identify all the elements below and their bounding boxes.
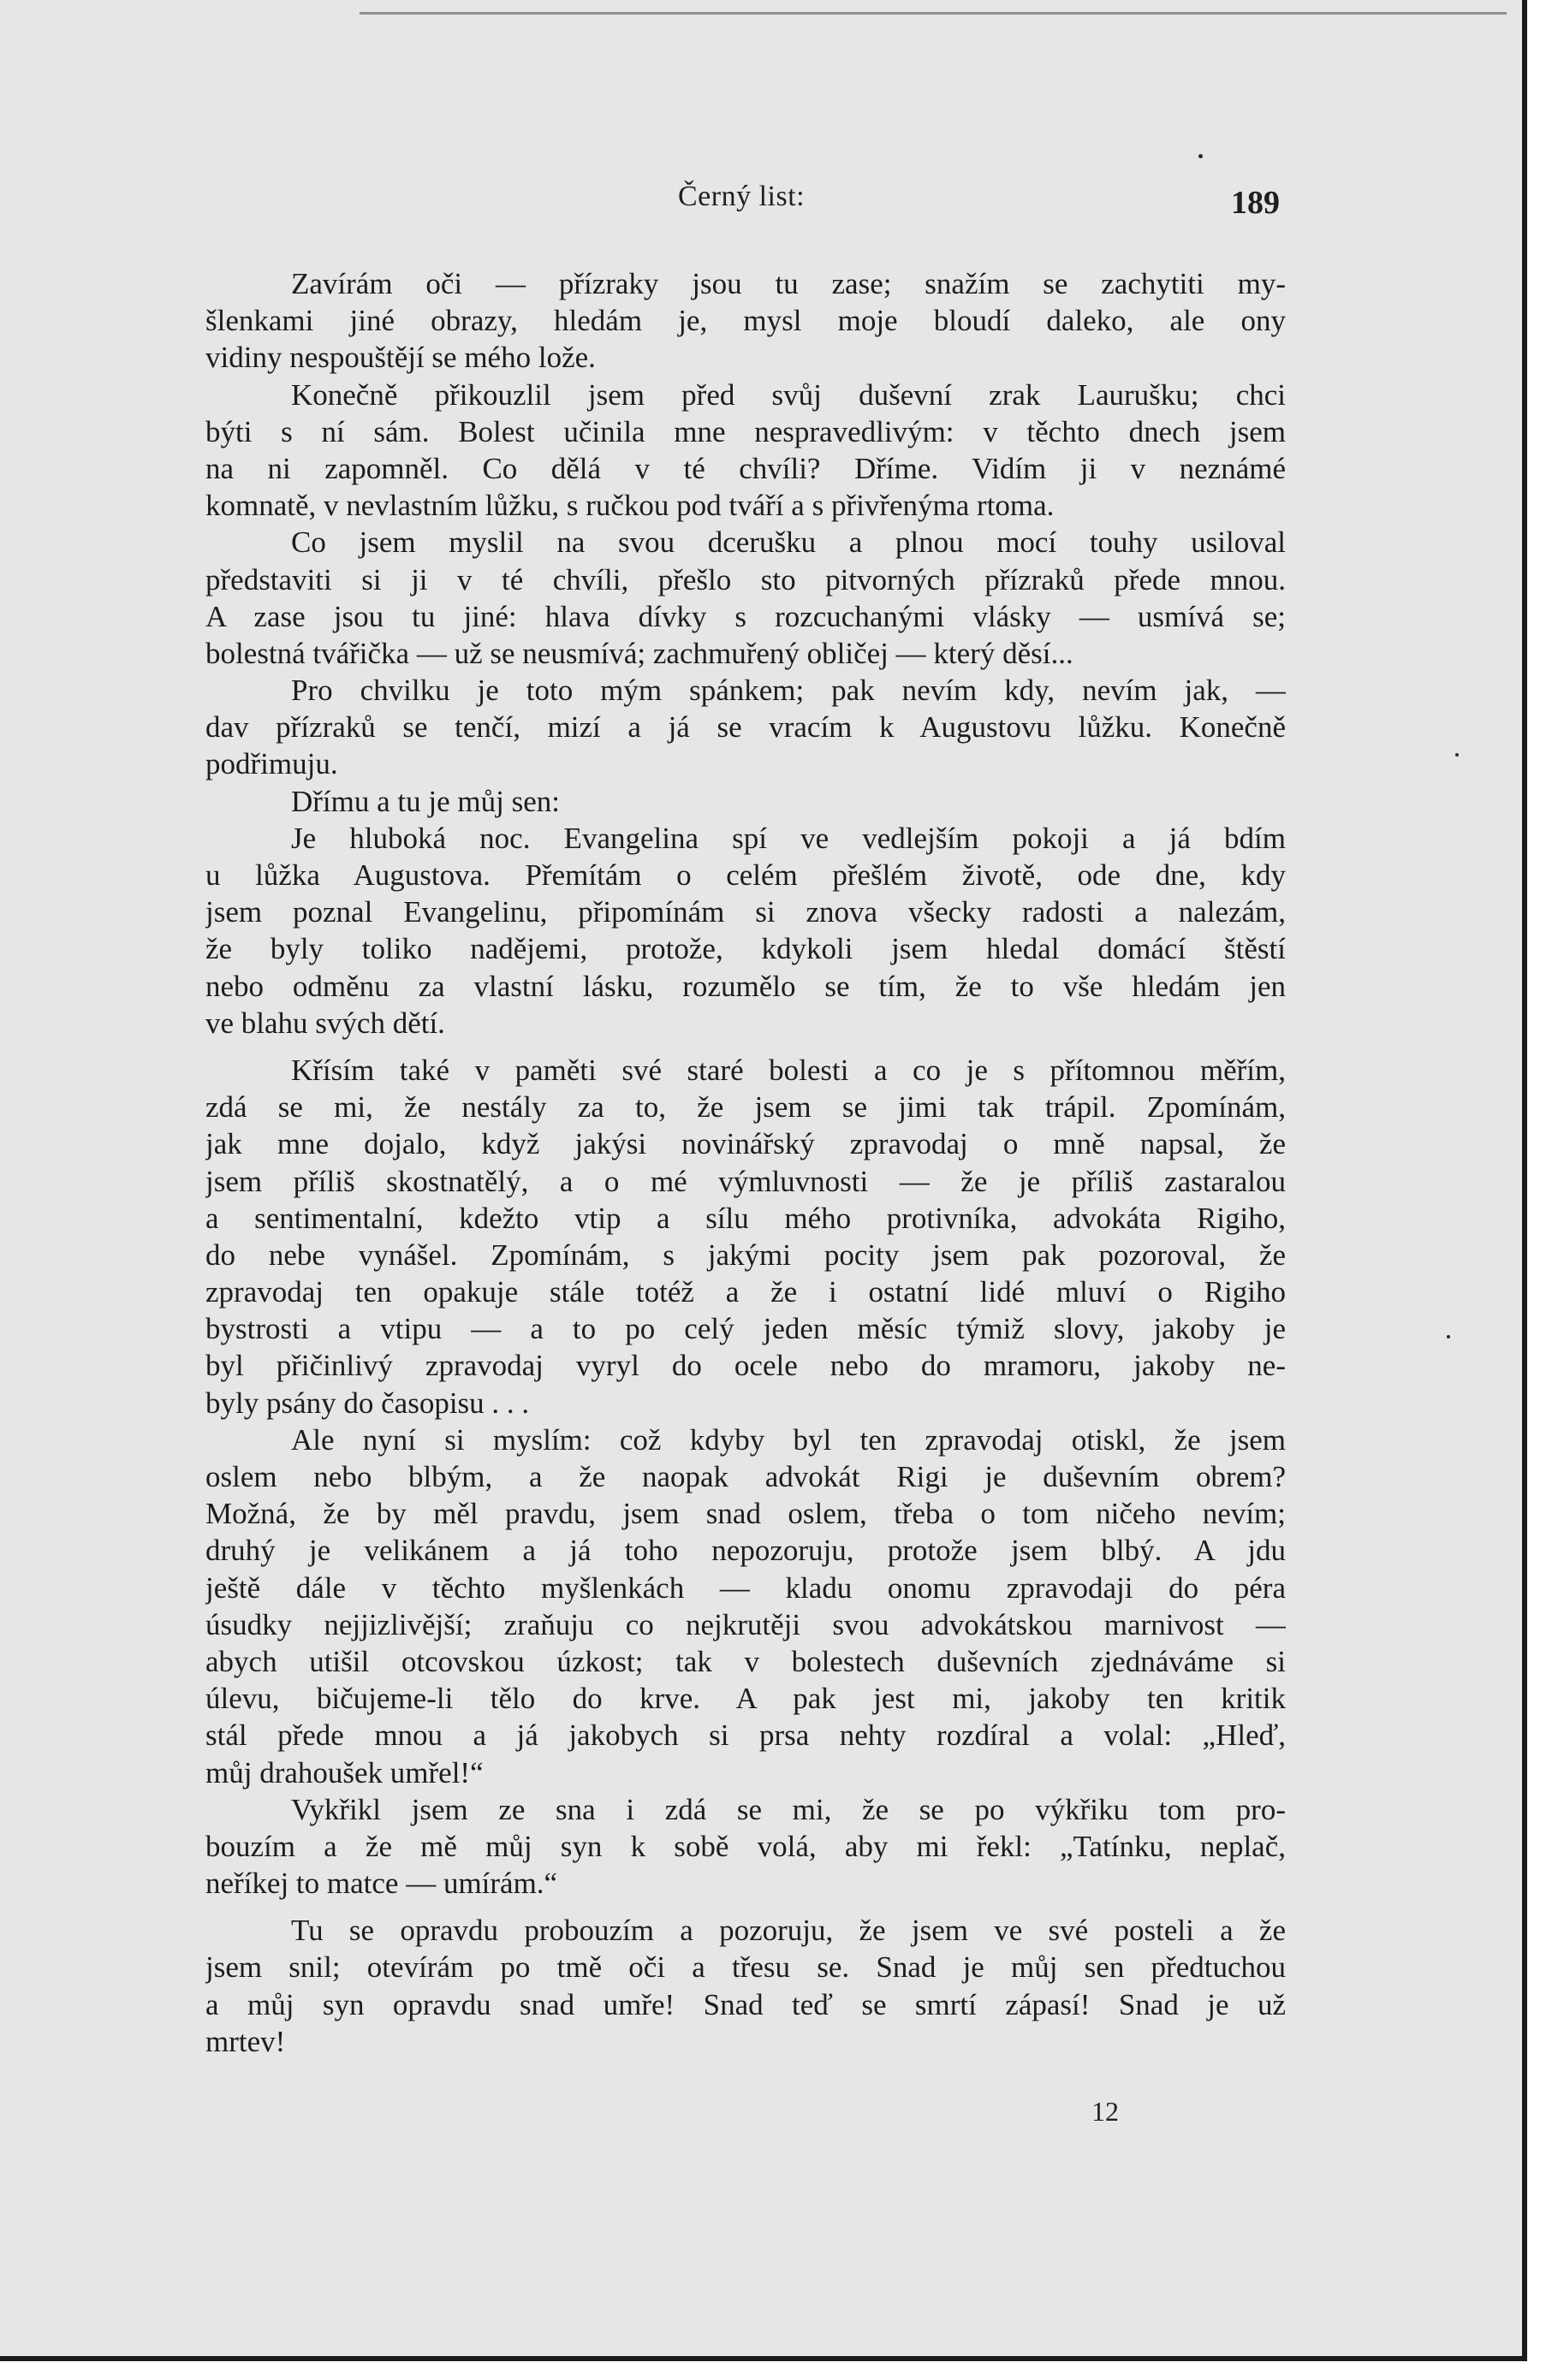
text-line: nebo odměnu za vlastní lásku, rozumělo se tím, že to vše hledám jen bbox=[205, 969, 1286, 1003]
text-line: zdá se mi, že nestály za to, že jsem se jimi tak trápil. Zpomínám, bbox=[205, 1090, 1286, 1125]
print-speck bbox=[1198, 154, 1203, 158]
text-line: ve blahu svých dětí. bbox=[205, 1006, 445, 1040]
text-line: a sentimentalní, kdežto vtip a sílu mého protivníka, advokáta Rigiho, bbox=[205, 1201, 1286, 1235]
body-text bbox=[205, 265, 1286, 2060]
running-head bbox=[0, 175, 1522, 227]
text-line: a můj syn opravdu snad umře! Snad teď se smrtí zápasí! Snad je už bbox=[205, 1987, 1286, 2021]
text-line: do nebe vynášel. Zpomínám, s jakými pocity jsem pak pozoroval, že bbox=[205, 1237, 1286, 1272]
text-line: jsem snil; otevírám po tmě oči a třesu se. Snad je můj sen předtuchou bbox=[205, 1950, 1286, 1985]
text-line: šlenkami jiné obrazy, hledám je, mysl moje bloudí daleko, ale ony bbox=[205, 304, 1286, 338]
text-line: Dřímu a tu je můj sen: bbox=[291, 784, 560, 818]
text-line: že byly toliko nadějemi, protože, kdykoli jsem hledal domácí štěstí bbox=[205, 932, 1286, 966]
text-line: byly psány do časopisu . . . bbox=[205, 1386, 530, 1420]
text-line: stál přede mnou a já jakobych si prsa nehty rozdíral a volal: „Hleď, bbox=[205, 1718, 1286, 1753]
text-line: bolestná tvářička — už se neusmívá; zachmuřený obličej — který děsí... bbox=[205, 636, 1073, 670]
text-line: u lůžka Augustova. Přemítám o celém přešlém životě, ode dne, kdy bbox=[205, 858, 1286, 892]
text-line: Tu se opravdu probouzím a pozoruju, že jsem ve své posteli a že bbox=[291, 1914, 1286, 1948]
text-line: Vykřikl jsem ze sna i zdá se mi, že se po výkřiku tom pro- bbox=[291, 1792, 1286, 1826]
text-line: býti s ní sám. Bolest učinila mne nespravedlivým: v těchto dnech jsem bbox=[205, 414, 1286, 448]
text-line: oslem nebo blbým, a že naopak advokát Rigi je duševním obrem? bbox=[205, 1460, 1286, 1493]
text-line: jsem příliš skostnatělý, a o mé výmluvnosti — že je příliš zastaralou bbox=[205, 1164, 1286, 1198]
page-number: 189 bbox=[1231, 185, 1280, 221]
text-line: podřimuju. bbox=[205, 747, 338, 781]
text-line: představiti si ji v té chvíli, přešlo sto pitvorných přízraků přede mnou. bbox=[205, 562, 1286, 596]
text-line: úlevu, bičujeme-li tělo do krve. A pak jest mi, jakoby ten kritik bbox=[205, 1682, 1286, 1716]
text-line: vidiny nespouštějí se mého lože. bbox=[205, 341, 596, 375]
text-line: na ni zapomněl. Co dělá v té chvíli? Dříme. Vidím ji v neznámé bbox=[205, 451, 1286, 485]
top-edge-rule bbox=[360, 12, 1507, 15]
text-line: ještě dále v těchto myšlenkách — kladu onomu zpravodaji do péra bbox=[205, 1570, 1286, 1605]
signature-mark: 12 bbox=[1091, 2096, 1119, 2127]
text-line: můj drahoušek umřel!“ bbox=[205, 1755, 484, 1789]
text-line: úsudky nejjizlivější; zraňuju co nejkrutěji svou advokátskou marnivost — bbox=[205, 1607, 1286, 1641]
print-speck bbox=[1447, 1335, 1450, 1338]
text-line: druhý je velikánem a já toho nepozoruju, protože jsem blbý. A jdu bbox=[205, 1534, 1286, 1568]
text-line: mrtev! bbox=[205, 2024, 286, 2058]
print-speck bbox=[1455, 753, 1459, 757]
text-line: Pro chvilku je toto mým spánkem; pak nevím kdy, nevím jak, — bbox=[291, 674, 1286, 708]
text-line: Zavírám oči — přízraky jsou tu zase; snažím se zachytiti my- bbox=[291, 267, 1286, 300]
text-line: komnatě, v nevlastním lůžku, s ručkou pod tváří a s přivřenýma rtoma. bbox=[205, 489, 1055, 523]
text-line: zpravodaj ten opakuje stále totéž a že i ostatní lidé mluví o Rigiho bbox=[205, 1275, 1286, 1309]
text-line: Křísím také v paměti své staré bolesti a co je s přítomnou měřím, bbox=[291, 1053, 1286, 1087]
text-line: Konečně přikouzlil jsem před svůj duševní zrak Laurušku; chci bbox=[291, 377, 1286, 412]
text-line: byl přičinlivý zpravodaj vyryl do ocele nebo do mramoru, jakoby ne- bbox=[205, 1349, 1286, 1383]
text-line: dav přízraků se tenčí, mizí a já se vracím k Augustovu lůžku. Konečně bbox=[205, 710, 1286, 745]
text-line: Co jsem myslil na svou dcerušku a plnou mocí touhy usiloval bbox=[291, 525, 1286, 560]
running-title: Černý list: bbox=[678, 181, 806, 212]
text-line: bystrosti a vtipu — a to po celý jeden měsíc týmiž slovy, jakoby je bbox=[205, 1312, 1286, 1346]
text-line: abych utišil otcovskou úzkost; tak v bolestech duševních zjednáváme si bbox=[205, 1644, 1286, 1678]
text-line: Je hluboká noc. Evangelina spí ve vedlejším pokoji a já bdím bbox=[291, 821, 1286, 855]
text-line: jsem poznal Evangelinu, připomínám si znova všecky radosti a nalezám, bbox=[205, 895, 1286, 929]
text-line: Ale nyní si myslím: což kdyby byl ten zpravodaj otiskl, že jsem bbox=[291, 1422, 1286, 1457]
text-line: Možná, že by měl pravdu, jsem snad oslem, třeba o tom ničeho nevím; bbox=[205, 1497, 1286, 1531]
text-line: A zase jsou tu jiné: hlava dívky s rozcuchanými vlásky — usmívá se; bbox=[205, 599, 1286, 633]
text-line: neříkej to matce — umírám.“ bbox=[205, 1867, 558, 1901]
text-line: jak mne dojalo, když jakýsi novinářský zpravodaj o mně napsal, že bbox=[205, 1127, 1286, 1161]
text-line: bouzím a že mě můj syn k sobě volá, aby mi řekl: „Tatínku, neplač, bbox=[205, 1829, 1286, 1863]
